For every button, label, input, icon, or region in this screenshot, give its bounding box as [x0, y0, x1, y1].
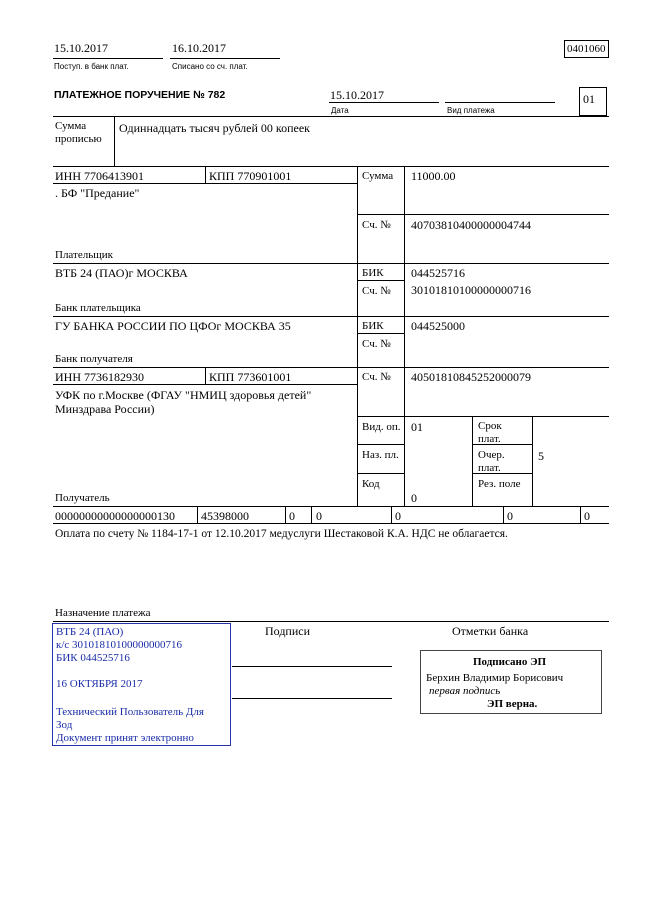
signature-line-1	[232, 666, 392, 667]
naz-pl-bottom-line	[357, 473, 404, 474]
purpose-text: Оплата по счету № 1184-17-1 от 12.10.2017 медуслуги Шестаковой К.А. НДС не облагается.	[55, 528, 508, 540]
tax-field-6: 0	[507, 509, 513, 523]
payer-amount: 11000.00	[411, 169, 456, 183]
vid-op-value: 01	[411, 420, 423, 434]
amount-words-top-line	[53, 116, 609, 117]
stamp-line-user: Технический Пользователь Для	[56, 706, 204, 718]
tax-divider-3	[311, 506, 312, 523]
code-label: Код	[362, 478, 380, 490]
payee-bank-bik-label: БИК	[362, 320, 384, 332]
es-signer: Берхин Владимир Борисович	[426, 672, 564, 684]
tax-row-top-line	[53, 506, 609, 507]
tax-divider-4	[391, 506, 392, 523]
tax-divider-6	[580, 506, 581, 523]
order-bottom-line	[472, 473, 532, 474]
stamp-line-date: 16 ОКТЯБРЯ 2017	[56, 678, 143, 690]
debited-date: 16.10.2017	[172, 41, 226, 55]
purpose-bottom-line	[53, 621, 609, 622]
res-label: Рез. поле	[478, 478, 521, 490]
bank-marks-label: Отметки банка	[452, 624, 529, 638]
debited-date-label: Списано со сч. плат.	[172, 62, 248, 71]
signatures-label: Подписи	[265, 624, 311, 638]
stamp-line-corr-account: к/с 30101810100000000716	[56, 639, 183, 651]
stamp-line-accepted: Документ принят электронно	[56, 732, 194, 744]
amount-words-label-1: Сумма	[55, 120, 87, 132]
amount-words-divider	[114, 116, 115, 166]
payee-account: 40501810845252000079	[411, 370, 531, 384]
stamp-line-bank: ВТБ 24 (ПАО)	[56, 626, 124, 638]
order-date-line	[329, 102, 439, 103]
order-label-1: Очер.	[478, 449, 505, 461]
payer-bank-bik-label: БИК	[362, 267, 384, 279]
payer-inn-kpp-divider	[205, 166, 206, 183]
order-date-label: Дата	[331, 106, 349, 115]
tax-field-4: 0	[316, 509, 322, 523]
form-code: 0401060	[567, 43, 606, 55]
amount-words-bottom-line	[53, 166, 609, 167]
payer-account-label: Сч. №	[362, 219, 391, 231]
payer-inn: ИНН 7706413901	[55, 169, 144, 183]
order-title: ПЛАТЕЖНОЕ ПОРУЧЕНИЕ № 782	[54, 89, 226, 101]
payee-inn-line	[53, 384, 357, 385]
payment-type-line	[445, 102, 555, 103]
vid-op-bottom-line	[357, 444, 404, 445]
status-code: 01	[583, 92, 595, 106]
payer-amount-label: Сумма	[362, 170, 394, 182]
payee-bank-label: Банк получателя	[55, 353, 133, 365]
received-date-line	[53, 58, 163, 59]
payee-name-line-1: УФК по г.Москве (ФГАУ "НМИЦ здоровья детей"	[55, 388, 312, 402]
term-label-2: плат.	[478, 433, 501, 445]
payer-bank-account: 30101810100000000716	[411, 283, 531, 297]
payer-inn-line	[53, 183, 357, 184]
amount-words-text: Одиннадцать тысяч рублей 00 копеек	[119, 121, 311, 135]
order-label-2: плат.	[478, 462, 501, 474]
payer-label: Плательщик	[55, 249, 113, 261]
payee-label: Получатель	[55, 492, 110, 504]
electronic-signature-box	[420, 650, 602, 714]
operation-mid-line	[472, 416, 473, 506]
payer-bank-bik-line	[357, 280, 404, 281]
tax-divider-5	[503, 506, 504, 523]
tax-field-3: 0	[289, 509, 295, 523]
amount-words-label-2: прописью	[55, 133, 102, 145]
vid-op-label: Вид. оп.	[362, 421, 401, 433]
payer-account: 40703810400000004744	[411, 218, 531, 232]
payer-bank-bottom-line	[53, 316, 609, 317]
payee-kpp: КПП 773601001	[209, 370, 292, 384]
code-value: 0	[411, 491, 417, 505]
received-date: 15.10.2017	[54, 41, 108, 55]
payee-inn-kpp-divider	[205, 367, 206, 384]
payer-bank-bik: 044525716	[411, 266, 465, 280]
payer-bottom-line	[53, 263, 609, 264]
tax-field-5: 0	[395, 509, 401, 523]
tax-divider-1	[197, 506, 198, 523]
tax-oktmo: 45398000	[201, 509, 249, 523]
term-bottom-line	[472, 444, 532, 445]
es-title: Подписано ЭП	[473, 656, 547, 668]
es-role: первая подпись	[429, 685, 501, 697]
signature-line-2	[232, 698, 392, 699]
bank-stamp	[52, 623, 231, 746]
status-code-box	[579, 87, 607, 116]
tax-row-bottom-line	[53, 523, 609, 524]
labels-column-left-line	[357, 166, 358, 506]
payer-name: . БФ "Предание"	[55, 186, 140, 200]
payer-bank-label: Банк плательщика	[55, 302, 141, 314]
payer-bank-name: ВТБ 24 (ПАО)г МОСКВА	[55, 266, 188, 280]
payee-bank-bik-line	[357, 333, 404, 334]
stamp-line-bik: БИК 044525716	[56, 652, 130, 664]
purpose-label: Назначение платежа	[55, 607, 151, 619]
operation-right-line	[532, 416, 533, 506]
tax-divider-2	[285, 506, 286, 523]
payee-bank-account-label: Сч. №	[362, 338, 391, 350]
term-label-1: Срок	[478, 420, 502, 432]
payer-bank-account-label: Сч. №	[362, 285, 391, 297]
payee-inn: ИНН 7736182930	[55, 370, 144, 384]
tax-kbk: 00000000000000000130	[55, 509, 175, 523]
received-date-label: Поступ. в банк плат.	[54, 62, 129, 71]
labels-column-right-line	[404, 166, 405, 506]
operation-top-line	[357, 416, 609, 417]
payee-name-line-2: Минздрава России)	[55, 402, 155, 416]
payee-bank-bottom-line	[53, 367, 609, 368]
debited-date-line	[170, 58, 280, 59]
es-verified: ЭП верна.	[487, 698, 538, 710]
payment-type-label: Вид платежа	[447, 106, 495, 115]
payee-bank-bik: 044525000	[411, 319, 465, 333]
payee-bank-name: ГУ БАНКА РОССИИ ПО ЦФОг МОСКВА 35	[55, 319, 291, 333]
naz-pl-label: Наз. пл.	[362, 449, 399, 461]
order-value: 5	[538, 449, 544, 463]
payer-kpp: КПП 770901001	[209, 169, 292, 183]
stamp-line-zod: Зод	[56, 719, 73, 731]
order-date: 15.10.2017	[330, 88, 384, 102]
form-code-box	[564, 40, 609, 58]
payee-account-label: Сч. №	[362, 371, 391, 383]
tax-field-7: 0	[584, 509, 590, 523]
amount-bottom-line	[357, 214, 609, 215]
